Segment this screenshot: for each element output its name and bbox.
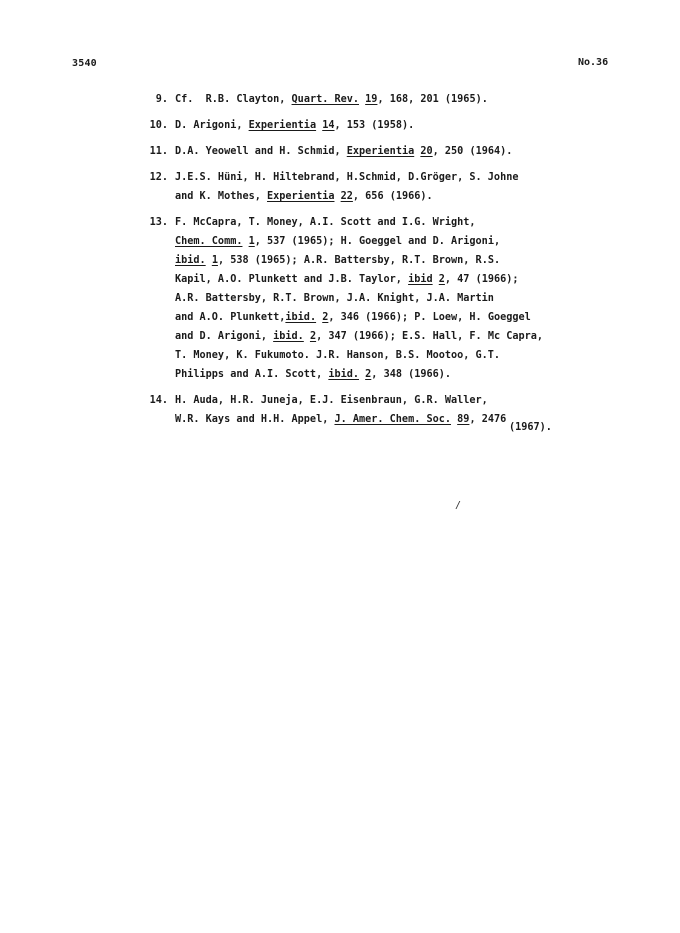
journal-title: ibid xyxy=(408,274,433,285)
volume-number: 2 xyxy=(322,312,329,323)
citation-pages: , 47 (1966); xyxy=(444,274,519,285)
reference-text xyxy=(175,142,606,161)
citation-pages: , 537 (1965); H. Goeggel and D. Arigoni, xyxy=(254,236,501,247)
journal-title: ibid. xyxy=(273,331,304,342)
volume-number: 14 xyxy=(322,120,335,131)
reference-text xyxy=(175,116,606,135)
reference-text xyxy=(175,213,606,384)
citation-pages: , 656 (1966). xyxy=(352,191,433,202)
volume-number: 2 xyxy=(365,369,372,380)
reference-line xyxy=(175,142,606,161)
citation-authors: W.R. Kays and H.H. Appel, xyxy=(175,414,335,425)
reference-line xyxy=(175,90,606,109)
volume-number: 19 xyxy=(365,94,378,105)
reference-line xyxy=(175,187,606,206)
citation-pages: , 347 (1966); E.S. Hall, F. Mc Capra, xyxy=(316,331,544,342)
reference-line xyxy=(175,270,606,289)
reference-number: 12. xyxy=(149,172,168,183)
reference-number: 11. xyxy=(149,146,168,157)
journal-title: Experientia xyxy=(248,120,317,131)
citation-authors: Kapil, A.O. Plunkett and J.B. Taylor, xyxy=(175,274,409,285)
reference-item xyxy=(146,116,606,135)
issue-number: No.36 xyxy=(578,57,609,68)
volume-number: 89 xyxy=(457,414,470,425)
reference-list xyxy=(146,90,606,441)
journal-title: ibid. xyxy=(285,312,317,323)
citation-pages: , 346 (1966); P. Loew, H. Goeggel xyxy=(328,312,531,323)
volume-number: 1 xyxy=(248,236,255,247)
citation-pages: , 348 (1966). xyxy=(371,369,452,380)
reference-line xyxy=(175,365,606,384)
citation-pages: , 250 (1964). xyxy=(432,146,513,157)
reference-number: 10. xyxy=(149,120,168,131)
reference-item xyxy=(146,168,606,206)
citation-pages: , 153 (1958). xyxy=(334,120,415,131)
volume-number: 2 xyxy=(309,331,317,342)
journal-title: Experientia xyxy=(346,146,415,157)
volume-number: 22 xyxy=(340,191,353,202)
reference-line xyxy=(175,251,606,270)
citation-authors: D.A. Yeowell and H. Schmid, xyxy=(175,146,347,157)
reference-item xyxy=(146,90,606,109)
reference-line xyxy=(175,116,606,135)
reference-line: H. Auda, H.R. Juneja, E.J. Eisenbraun, G.R. Waller, xyxy=(175,395,488,406)
stray-pen-mark: / xyxy=(455,500,462,511)
reference-line: T. Money, K. Fukumoto. J.R. Hanson, B.S. Mootoo, G.T. xyxy=(175,350,501,361)
reference-number: 13. xyxy=(149,217,168,228)
reference-line xyxy=(175,327,606,346)
reference-line xyxy=(175,232,606,251)
citation-authors: D. Arigoni, xyxy=(175,120,249,131)
citation-pages: , 538 (1965); A.R. Battersby, R.T. Brown, R.S. xyxy=(217,255,501,266)
citation-authors: Cf. R.B. Clayton, xyxy=(175,94,292,105)
reference-line: A.R. Battersby, R.T. Brown, J.A. Knight, J.A. Martin xyxy=(175,293,494,304)
citation-authors: and A.O. Plunkett, xyxy=(175,312,286,323)
citation-pages: , 168, 201 (1965). xyxy=(377,94,488,105)
journal-title: Experientia xyxy=(267,191,335,202)
journal-title: ibid. xyxy=(328,369,360,380)
citation-authors: and K. Mothes, xyxy=(175,191,268,202)
reference-line: J.E.S. Hüni, H. Hiltebrand, H.Schmid, D.Gröger, S. Johne xyxy=(175,172,519,183)
reference-line: F. McCapra, T. Money, A.I. Scott and I.G. Wright, xyxy=(175,217,476,228)
reference-number: 14. xyxy=(149,395,168,406)
reference-year-continuation: (1967). xyxy=(509,422,552,433)
reference-item xyxy=(146,213,606,384)
volume-number: 20 xyxy=(420,146,433,157)
journal-title: J. Amer. Chem. Soc. xyxy=(334,414,452,425)
reference-number: 9. xyxy=(155,94,168,105)
reference-item xyxy=(146,391,606,434)
volume-number: 2 xyxy=(438,274,445,285)
page-number: 3540 xyxy=(72,58,97,69)
citation-authors: and D. Arigoni, xyxy=(175,331,274,342)
journal-title: Quart. Rev. xyxy=(291,94,360,105)
citation-authors: Philipps and A.I. Scott, xyxy=(175,369,329,380)
reference-text xyxy=(175,168,606,206)
reference-line xyxy=(175,308,606,327)
volume-number: 1 xyxy=(211,255,218,266)
citation-pages: , 2476 xyxy=(469,414,507,425)
journal-title: Chem. Comm. xyxy=(175,236,243,247)
reference-item xyxy=(146,142,606,161)
journal-title: ibid. xyxy=(175,255,206,266)
reference-text xyxy=(175,391,606,434)
reference-text xyxy=(175,90,606,109)
